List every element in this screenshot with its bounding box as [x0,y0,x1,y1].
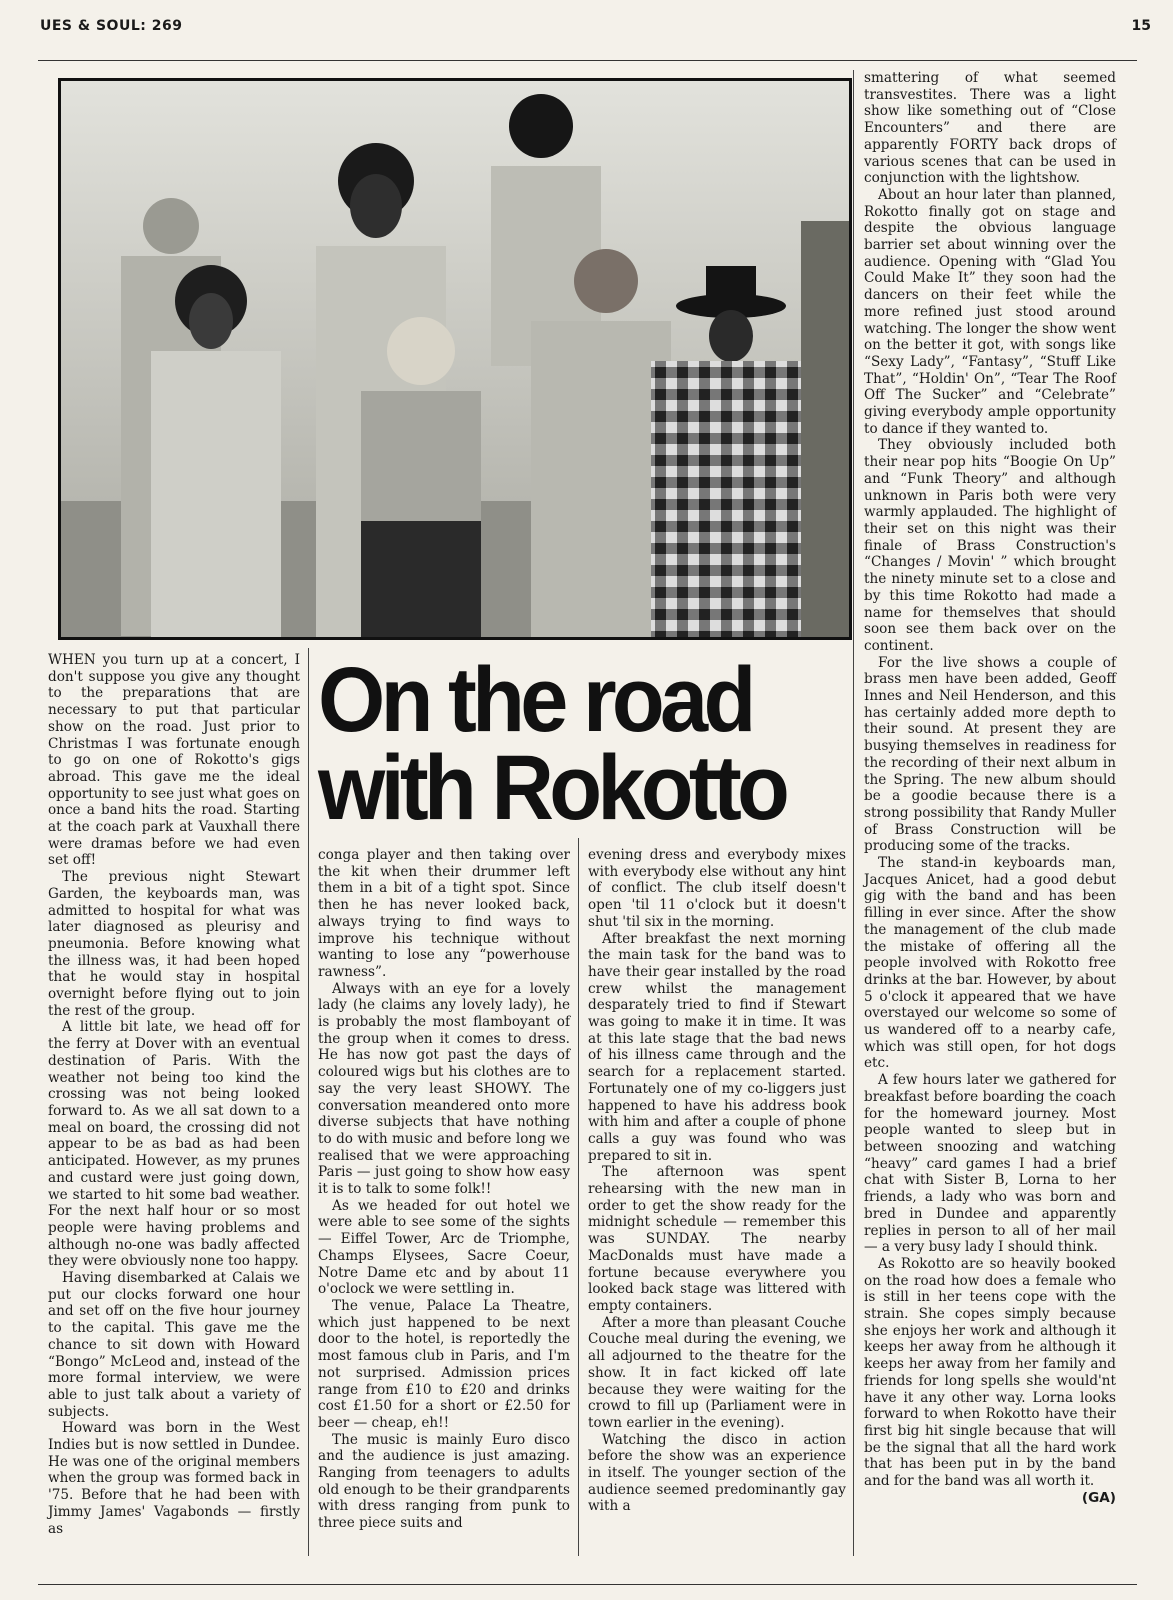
author-signature: (GA) [1081,1489,1116,1506]
paragraph: Having disembarked at Calais we put our clocks forward one hour and set off on the five hour journey to the capital. This gave me the chance to sit down with Howard “Bongo” McLeod and, instead of the more formal interview, we were able to just talk about a variety of subjects. [48,1270,300,1420]
publication-header: UES & SOUL: 269 [40,18,183,34]
paragraph: conga player and then taking over the kit when their drummer left them in a bit of a tight spot. Since then he has never looked back, always trying to find ways to improve his technique without wanting to lose any “powerhouse rawness”. [318,847,570,980]
column-rule [308,648,309,1556]
top-rule [38,60,1137,61]
paragraph: After breakfast the next morning the main task for the band was to have their gear installed by the road crew whilst the management desparately tried to find if Stewart was going to make it in time. It was at this late stage that the bad news of his illness came through and the search for a replacement started. Fortunately one of my co-liggers just happened to have his address book with him and after a couple of phone calls a guy was found who was prepared to sit in. [588,930,846,1164]
page-number: 15 [1131,18,1151,34]
paragraph: A little bit late, we head off for the ferry at Dover with an eventual destination of Paris. With the weather not being too kind the crossing was not being looked forward to. As we all sat down to a meal on board, the crossing did not appear to be as bad as had been anticipated. However, as my prunes and custard were just going down, we started to hit some bad weather. For the next half hour or so most people were having problems and although no-one was badly affected they were obviously none too happy. [48,1019,300,1270]
paragraph: Always with an eye for a lovely lady (he claims any lovely lady), he is probably the most flamboyant of the group when it comes to dress. He has now got past the days of coloured wigs but his clothes are to say the very least SHOWY. The conversation meandered onto more diverse subjects that have nothing to do with music and before long we realised that we were approaching Paris — just going to show how easy it is to talk to some folk!! [318,980,570,1198]
article-column-2 [318,847,570,1532]
paragraph: Watching the disco in action before the show was an experience in itself. The younger section of the audience seemed predominantly gay with a [588,1431,846,1515]
paragraph: evening dress and everybody mixes with everybody else without any hint of conflict. The club itself doesn't open 'til 11 o'clock but it doesn't shut 'til six in the morning. [588,847,846,930]
headline-line-2: with Rokotto [318,737,786,839]
paragraph: As we headed for out hotel we were able to see some of the sights — Eiffel Tower, Arc de Triomphe, Champs Elysees, Sacre Coeur, Notre Dame etc and by about 11 o'oclock we were settling in. [318,1197,570,1298]
paragraph: As Rokotto are so heavily booked on the road how does a female who is still in her teens cope with the strain. She copes simply because she enjoys her work and although it keeps her away from he although it keeps her away from her family and friends for long spells she would'nt have it any other way. Lorna looks forward to when Rokotto have their first big hit single because that will be the signal that all the hard work that has been put in by the band and for the band was all worth it. [864,1255,1116,1490]
paragraph: The venue, Palace La Theatre, which just happened to be next door to the hotel, is reportedly the most famous club in Paris, and I'm not surprised. Admission prices range from £10 to £20 and drinks cost £1.50 for a short or £2.50 for beer — cheap, eh!! [318,1297,570,1431]
article-column-1 [48,652,300,1537]
paragraph: The stand-in keyboards man, Jacques Anicet, had a good debut gig with the band and has been filling in ever since. After the show the management of the club made the mistake of offering all the people involved with Rokotto free drinks at the bar. However, by about 5 o'clock it appeared that we have overstayed our welcome so some of us wandered off to a nearby cafe, which was still open, for hot dogs etc. [864,855,1116,1072]
paragraph: Howard was born in the West Indies but is now settled in Dundee. He was one of the original members when the group was formed back in '75. Before that he had been with Jimmy James' Vagabonds — firstly as [48,1420,300,1537]
bottom-rule [38,1584,1137,1585]
paragraph: They obviously included both their near pop hits “Boogie On Up” and “Funk Theory” and although unknown in Paris both were very warmly applauded. The highlight of their set on this night was their finale of Brass Construction's “Changes / Movin' ” which brought the ninety minute set to a close and by this time Rokotto had made a name for themselves that should soon see them back over on the continent. [864,437,1116,654]
column-rule [578,838,579,1556]
band-photo-illustration [61,81,849,637]
article-column-4 [864,70,1116,1506]
column-rule [853,70,854,1556]
paragraph: WHEN you turn up at a concert, I don't suppose you give any thought to the preparations that are necessary to put that particular show on the road. Just prior to Christmas I was fortunate enough to go on one of Rokotto's gigs abroad. This gave me the ideal opportunity to see just what goes on once a band hits the road. Starting at the coach park at Vauxhall there were dramas before we had even set off! [48,652,300,869]
paragraph: After a more than pleasant Couche Couche meal during the evening, we all adjourned to the theatre for the show. It in fact kicked off late because they were waiting for the crowd to fill up (Parliament were in town earlier in the evening). [588,1314,846,1431]
band-photo [58,78,852,640]
headline-line-1: On the road [318,649,752,751]
paragraph: About an hour later than planned, Rokotto finally got on stage and despite the obvious language barrier set about winning over the audience. Opening with “Glad You Could Make It” they soon had the dancers on their feet while the more refined just stood around watching. The longer the show went on the better it got, with songs like “Sexy Lady”, “Fantasy”, “Stuff Like That”, “Holdin' On”, “Tear The Roof Off The Sucker” and “Celebrate” giving everybody ample opportunity to dance if they wanted to. [864,186,1116,437]
headline [318,649,826,839]
paragraph: A few hours later we gathered for breakfast before boarding the coach for the homeward journey. Most people wanted to sleep but in between snoozing and watching “heavy” card games I had a brief chat with Sister B, Lorna to her friends, a lady who was born and bred in Dundee and apparently replies in person to all of her mail — a very busy lady I should think. [864,1072,1116,1256]
paragraph: For the live shows a couple of brass men have been added, Geoff Innes and Neil Henderson, and this has certainly added more depth to their sound. At present they are busying themselves in readiness for the recording of their next album in the Spring. The new album should be a goodie because there is a strong possibility that Randy Muller of Brass Construction will be producing some of the tracks. [864,654,1116,855]
paragraph: The afternoon was spent rehearsing with the new man in order to get the show ready for the midnight schedule — remember this was SUNDAY. The nearby MacDonalds must have made a fortune because everywhere you looked back stage was littered with empty containers. [588,1164,846,1314]
paragraph: The music is mainly Euro disco and the audience is just amazing. Ranging from teenagers to adults old enough to be their grandparents with dress ranging from punk to three piece suits and [318,1431,570,1532]
article-column-3 [588,847,846,1515]
paragraph: smattering of what seemed transvestites. There was a light show like something out of “Close Encounters” and there are apparently FORTY back drops of various scenes that can be used in conjunction with the lightshow. [864,70,1116,187]
paragraph: The previous night Stewart Garden, the keyboards man, was admitted to hospital for what was later diagnosed as pleurisy and pneumonia. Before knowing what the illness was, it had been hoped that he would stay in hospital overnight before flying out to join the rest of the group. [48,869,300,1019]
